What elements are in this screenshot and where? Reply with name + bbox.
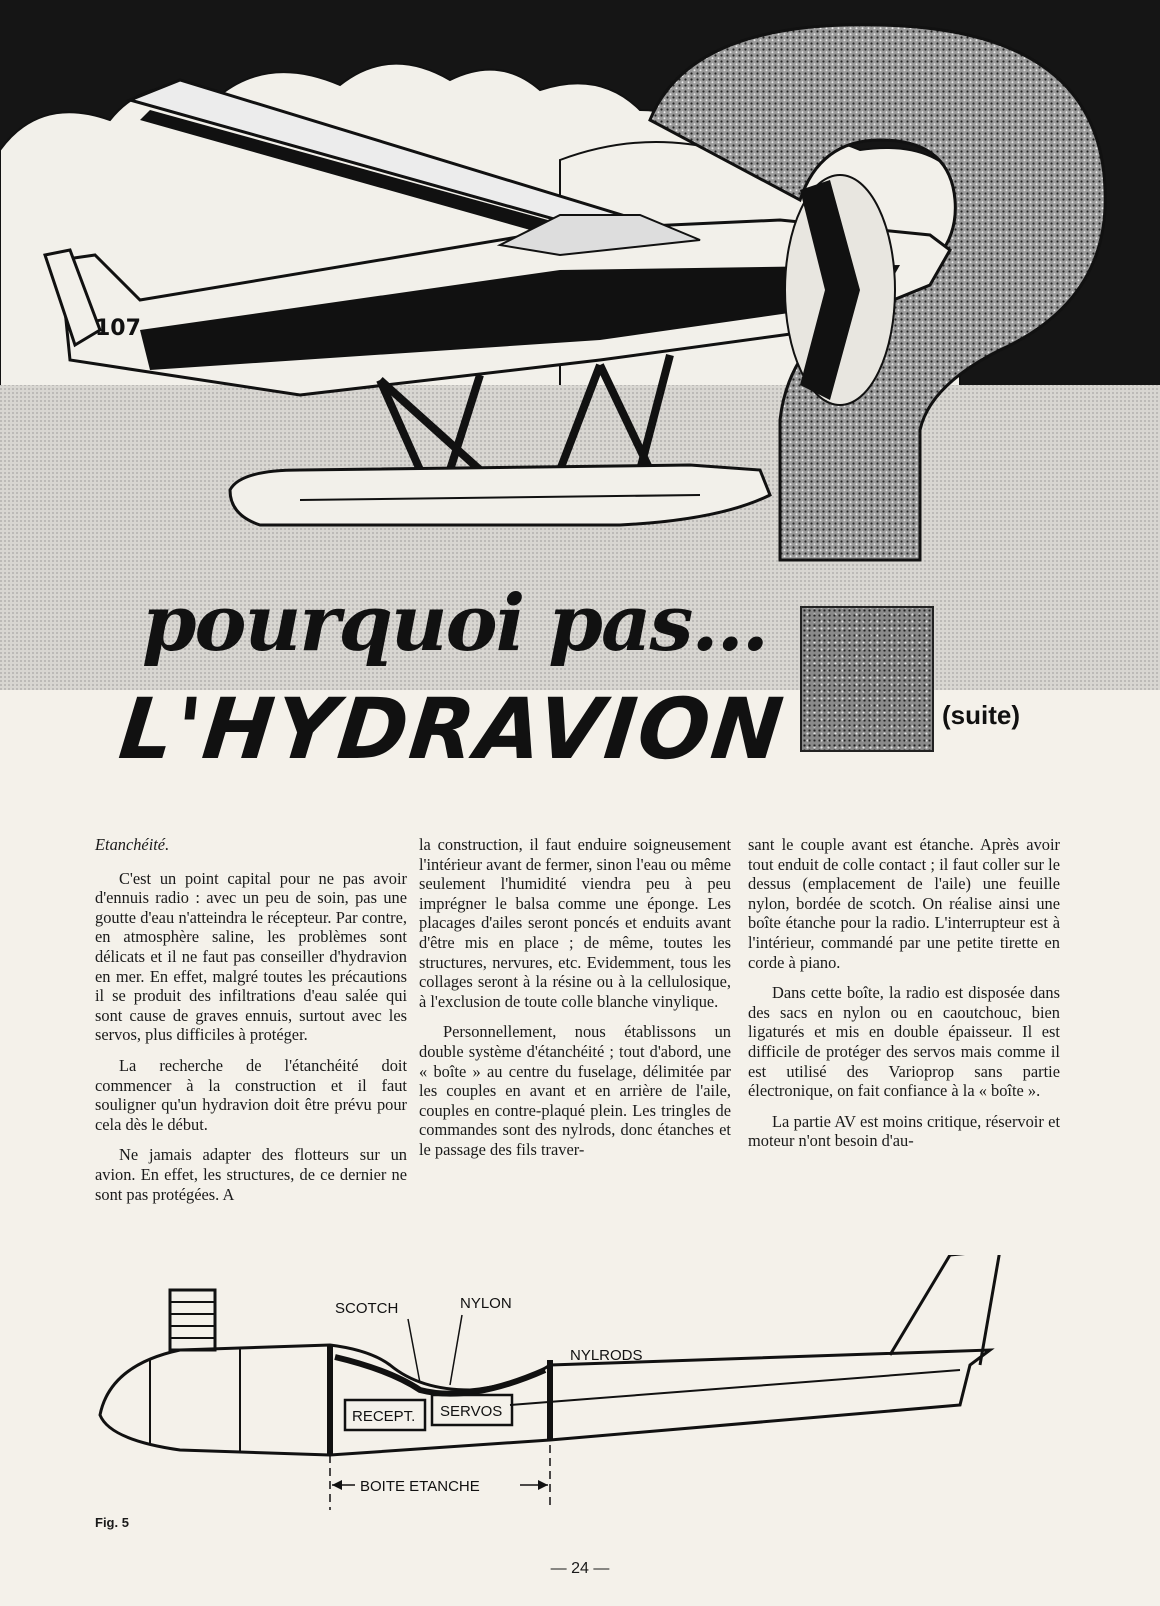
paragraph: C'est un point capital pour ne pas avoir d'ennuis radio : avec un peu de soin, pas une goutte d'eau n'atteindra le récepteur. Par contre, en atmosphère saline, les problèmes sont délicats et il ne faut pas conseiller d'hydravion en mer. En effet, malgré toutes les précautions il se produit des infiltrations d'eau salée qui sont cause de graves ennuis, surtout avec les servos, plus difficiles à protéger.	[95, 868, 407, 1045]
fuselage-diagram	[90, 1255, 1070, 1515]
section-heading: Etanchéité.	[95, 835, 170, 854]
paragraph: Ne jamais adapter des flotteurs sur un avion. En effet, les structures, de ce dernier ne sont pas protégées. A	[95, 1145, 407, 1204]
nylrods-label: NYLRODS	[570, 1347, 643, 1364]
nylon-label: NYLON	[460, 1295, 512, 1312]
boite-etanche-label: BOITE ETANCHE	[360, 1478, 480, 1495]
paragraph: La recherche de l'étanchéité doit commencer à la construction et il faut souligner qu'un hydravion doit être prévu pour cela dès le début.	[95, 1055, 407, 1134]
recept-label: RECEPT.	[352, 1408, 416, 1425]
paragraph: sant le couple avant est étanche. Après avoir tout enduit de colle contact ; il faut coller sur le dessus (emplacement de l'aile) une feuille nylon, bordée de scotch. On réalise ainsi une boîte étanche pour la radio. L'interrupteur est à l'intérieur, commandé par une petite tirette en corde à piano.	[748, 835, 1060, 972]
paragraph: la construction, il faut enduire soigneusement l'intérieur avant de fermer, sinon l'eau ou même seulement l'humidité viendra peu à peu imprégner le balsa comme une éponge. Les placages d'ailes seront poncés et enduits avant d'être mis en place ; de même, toutes les structures, nervures, etc. Evidemment, tous les collages seront à la résine ou à la cellulosique, à l'exclusion de toute colle blanche vinylique.	[419, 835, 731, 1011]
text-column-3	[748, 835, 1060, 1162]
text-column-1	[95, 835, 407, 1215]
text-column-2	[419, 835, 731, 1171]
paragraph: Dans cette boîte, la radio est disposée dans des sacs en nylon ou en caoutchouc, bien ligaturés et mis en double épaisseur. Il est difficile de protéger des servos mais comme il est utilisé des Varioprop sans partie électronique, on fait confiance à la « boîte ».	[748, 983, 1060, 1101]
servos-label: SERVOS	[440, 1403, 503, 1420]
paragraph: La partie AV est moins critique, réservoir et moteur n'ont besoin d'au-	[748, 1111, 1060, 1151]
page-number: — 24 —	[550, 1560, 610, 1577]
title-line-1: pourquoi pas...	[142, 578, 767, 669]
title-line-2: L'HYDRAVION	[114, 680, 790, 778]
question-mark-dot	[800, 606, 934, 752]
paragraph: Personnellement, nous établissons un double système d'étanchéité ; tout d'abord, une « boîte » au centre du fuselage, délimitée par les couples en avant et en arrière de l'aile, couples en contre-plaqué plein. Les tringles de commandes sont des nylrods, donc étanches et le passage des fils traver-	[419, 1022, 731, 1159]
airplane-number: 107	[95, 316, 141, 341]
scotch-label: SCOTCH	[335, 1300, 399, 1317]
title-suite: (suite)	[942, 700, 1020, 730]
figure-label: Fig. 5	[95, 1515, 129, 1530]
